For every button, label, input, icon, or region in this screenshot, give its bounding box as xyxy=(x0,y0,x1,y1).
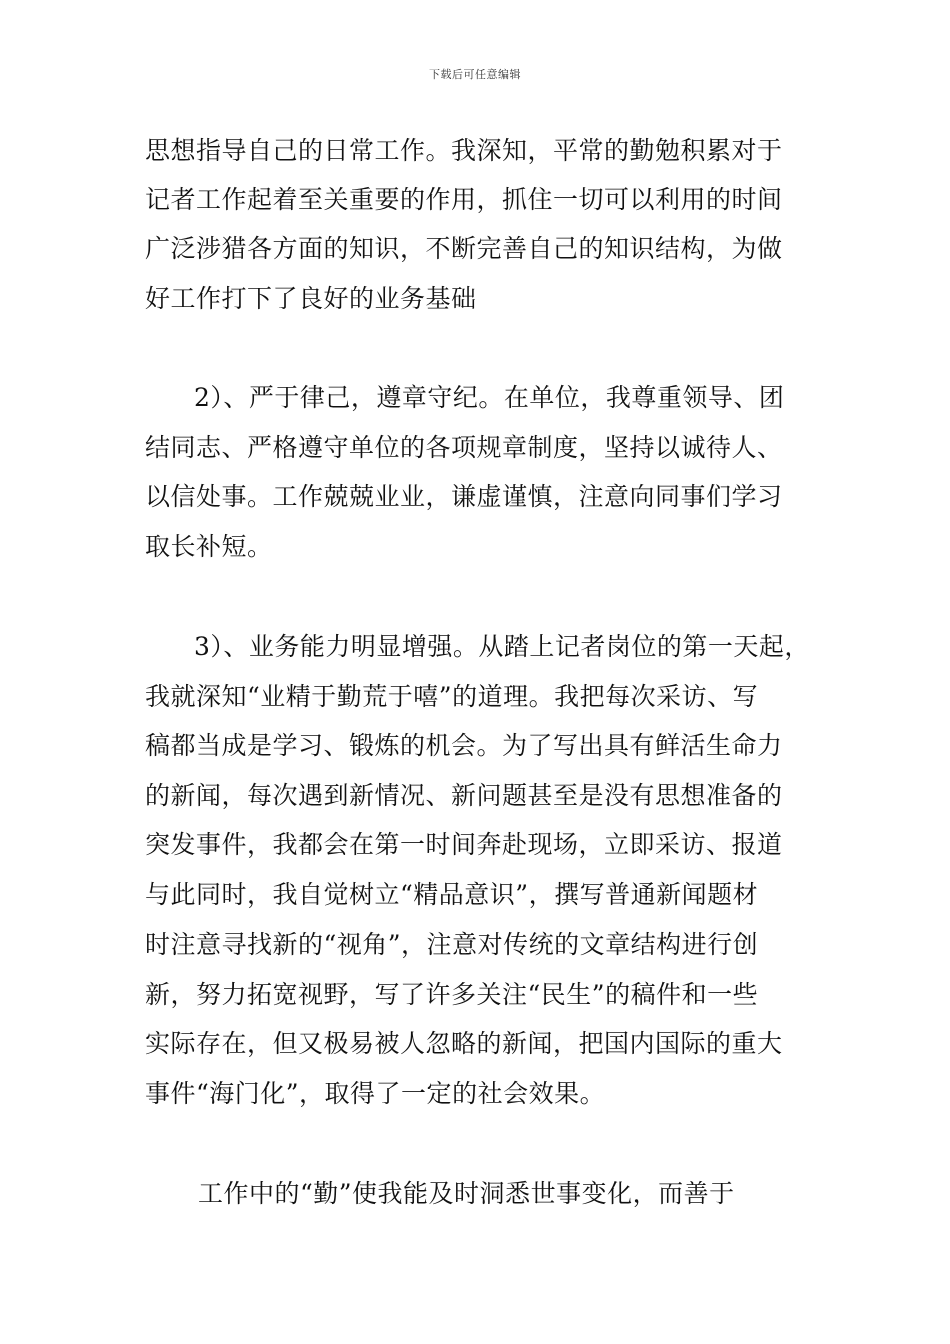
paragraph-3-line-6: 与此同时，我自觉树立“精品意识”，撰写普通新闻题材 xyxy=(145,880,759,909)
paragraph-2-line-1: 2）、严于律己，遵章守纪。在单位，我尊重领导、团 xyxy=(194,383,785,412)
paragraph-1-line-2: 记者工作起着至关重要的作用，抓住一切可以利用的时间 xyxy=(145,185,783,214)
paragraph-1-line-3: 广泛涉猎各方面的知识，不断完善自己的知识结构，为做 xyxy=(145,234,783,263)
paragraph-4-line-1: 工作中的“勤”使我能及时洞悉世事变化，而善于 xyxy=(198,1179,735,1208)
paragraph-3-line-2: 我就深知“业精于勤荒于嘻”的道理。我把每次采访、写 xyxy=(145,682,759,711)
paragraph-2-line-2: 结同志、严格遵守单位的各项规章制度，坚持以诚待人、 xyxy=(145,433,783,462)
paragraph-3-line-8: 新，努力拓宽视野，写了许多关注“民生”的稿件和一些 xyxy=(145,980,759,1009)
paragraph-3-line-1: 3）、业务能力明显增强。从踏上记者岗位的第一天起， xyxy=(194,632,810,661)
paragraph-3-line-10: 事件“海门化”，取得了一定的社会效果。 xyxy=(145,1079,606,1108)
paragraph-2-line-3: 以信处事。工作兢兢业业，谦虚谨慎，注意向同事们学习 xyxy=(145,482,783,511)
paragraph-1-line-4: 好工作打下了良好的业务基础 xyxy=(145,284,477,313)
paragraph-2-line-4: 取长补短。 xyxy=(145,532,273,561)
paragraph-1-line-1: 思想指导自己的日常工作。我深知，平常的勤勉积累对于 xyxy=(145,136,783,165)
paragraph-3-line-3: 稿都当成是学习、锻炼的机会。为了写出具有鲜活生命力 xyxy=(145,731,783,760)
paragraph-3-line-4: 的新闻，每次遇到新情况、新问题甚至是没有思想准备的 xyxy=(145,781,783,810)
paragraph-3-line-9: 实际存在，但又极易被人忽略的新闻，把国内国际的重大 xyxy=(145,1029,783,1058)
paragraph-3-line-5: 突发事件，我都会在第一时间奔赴现场，立即采访、报道 xyxy=(145,830,783,859)
paragraph-3-line-7: 时注意寻找新的“视角”，注意对传统的文章结构进行创 xyxy=(145,930,759,959)
page-header: 下载后可任意编辑 xyxy=(429,68,521,81)
